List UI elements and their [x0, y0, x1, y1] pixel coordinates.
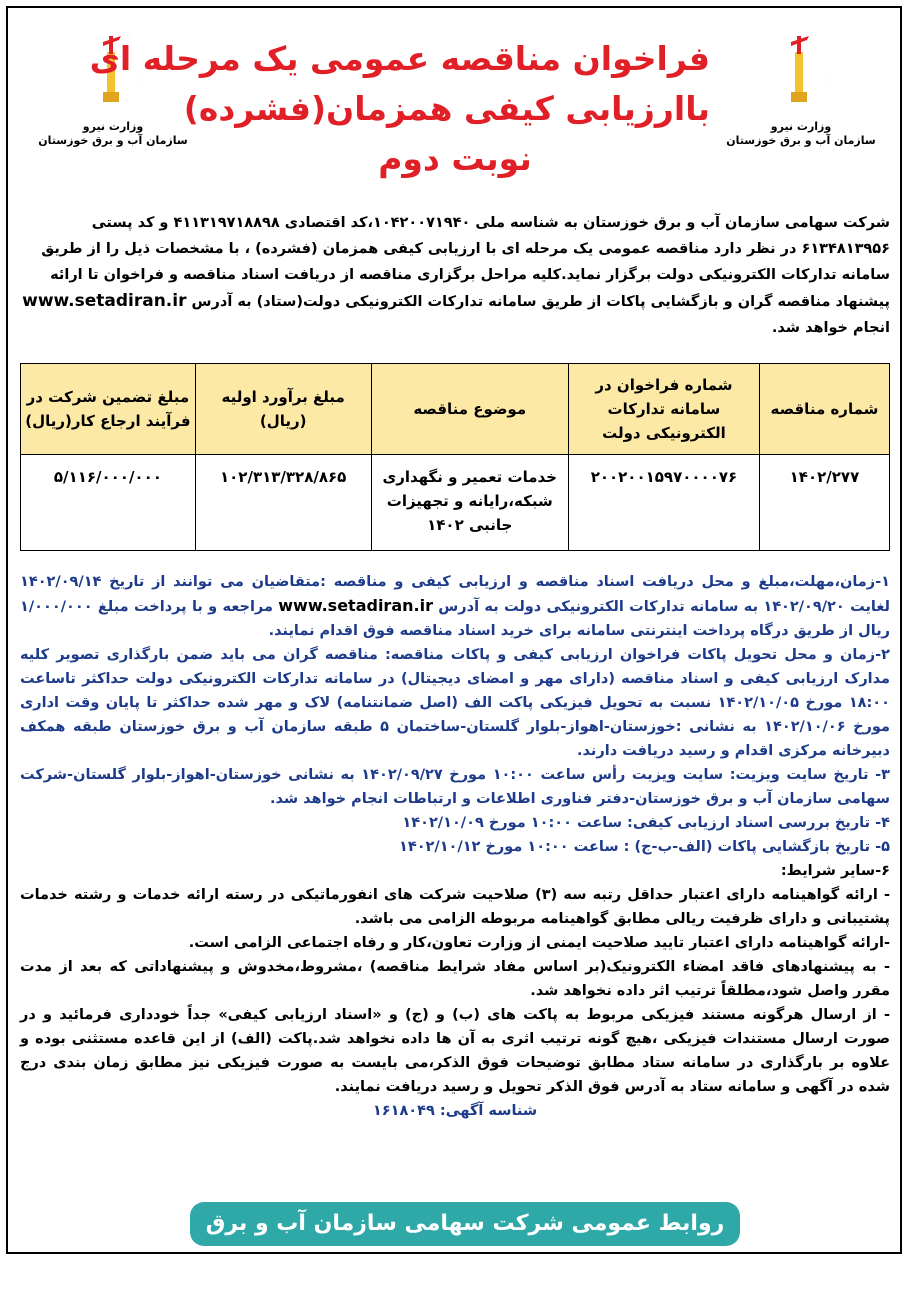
logo-right: [726, 22, 876, 148]
cell-call-number: ۲۰۰۲۰۰۱۵۹۷۰۰۰۰۷۶: [568, 455, 759, 551]
title-line-1: فراخوان مناقصه عمومی یک مرحله ای: [89, 39, 710, 78]
ministry-logo-icon: [761, 22, 841, 118]
section-1-line-b: ۱۴۰۲/۰۹/۲۰ به سامانه تدارکات الکترونیکی دولت به آدرس: [438, 599, 845, 615]
section-6-item-4: - از ارسال هرگونه مستند فیزیکی مربوط به پاکت های (ب) و (ج) و «اسناد ارزیابی کیفی» جداً خودداری فرمائید و در صورت ارسال مستندات فیزیکی ،هیچ گونه ترتیب اثری به آن ها داده نخواهد شد.پاکت (الف) از این قاعده مستثنی بوده و علاوه بر بارگذاری در سامانه ستاد مطابق توضیحات فوق الذکر،می بایست به صورت فیزیکی نیز مطابق زمان بندی درج شده در آگهی و سامانه ستاد به آدرس فوق الذکر تحویل و رسید دریافت نمایند.: [20, 1007, 890, 1095]
header-guarantee: مبلغ تضمین شرکت در فرآیند ارجاع کار(ریال): [21, 364, 196, 455]
section-6-item-3: - به پیشنهادهای فاقد امضاء الکترونیک(بر اساس مفاد شرایط مناقصه) ،مشروط،مخدوش و پیشنهاداتی که بعد از مدت مقرر واصل شود،مطلقاً ترتیب اثر داده نخواهد شد.: [20, 959, 890, 999]
logo-right-line1: وزارت نیرو: [770, 120, 832, 133]
cell-guarantee: ۵/۱۱۶/۰۰۰/۰۰۰: [21, 455, 196, 551]
cell-subject: خدمات تعمیر و نگهداری شبکه،رایانه و تجهیزات جانبی ۱۴۰۲: [371, 455, 568, 551]
intro-paragraph: [20, 210, 890, 341]
section-6-item-2: -ارائه گواهینامه دارای اعتبار تایید صلاحیت ایمنی از وزارت تعاون،کار و رفاه اجتماعی الزامی است.: [188, 935, 890, 951]
section-6-item-1: - ارائه گواهینامه دارای اعتبار حداقل رتبه سه (۳) صلاحیت شرکت های انفورماتیکی در رسته ارائه خدمات و رشته خدمات پشتیبانی و دارای ظرفیت ریالی مطابق گواهینامه مربوطه الزامی می باشد.: [20, 887, 890, 927]
section-1-line-d: ریال از طریق درگاه پرداخت اینترنتی سامانه برای خرید اسناد مناقصه فوق اقدام نمایند.: [268, 623, 890, 639]
logo-right-line2: سازمان آب و برق خوزستان: [726, 134, 876, 147]
logo-left-line1: وزارت نیرو: [82, 120, 144, 133]
intro-line-5: انجام خواهد شد.: [771, 320, 890, 336]
logo-left-line2: سازمان آب و برق خوزستان: [38, 134, 188, 147]
cell-tender-number: ۱۴۰۲/۲۷۷: [759, 455, 889, 551]
public-relations-banner: روابط عمومی شرکت سهامی سازمان آب و برق خوزستان: [190, 1202, 740, 1246]
table-header-row: [21, 364, 890, 455]
section-6-title: ۶-سایر شرایط:: [780, 863, 890, 879]
section-1-url-link[interactable]: www.setadiran.ir: [278, 596, 433, 615]
title-line-2: باارزیابی کیفی همزمان(فشرده): [183, 89, 710, 128]
section-1: [20, 570, 890, 643]
section-1-line-c: مراجعه و با پرداخت مبلغ ۱/۰۰۰/۰۰۰: [20, 599, 273, 615]
notice-id: شناسه آگهی: ۱۶۱۸۰۴۹: [372, 1103, 538, 1119]
header-tender-number: شماره مناقصه: [759, 364, 889, 455]
section-3: ۳- تاریخ سایت ویزیت: سایت ویزیت رأس ساعت ۱۰:۰۰ مورخ ۱۴۰۲/۰۹/۲۷ به نشانی خوزستان-اهواز-بلوار گلستان-شرکت سهامی سازمان آب و برق خوزستان-دفتر فناوری اطلاعات و ارتباطات انجام خواهد شد.: [20, 767, 890, 807]
cell-estimate: ۱۰۲/۳۱۳/۳۲۸/۸۶۵: [195, 455, 371, 551]
header-estimate: مبلغ برآورد اولیه (ریال): [195, 364, 371, 455]
header-call-number: شماره فراخوان در سامانه تدارکات الکترونیکی دولت: [568, 364, 759, 455]
tender-table: [20, 363, 890, 551]
intro-line-1: شرکت سهامی سازمان آب و برق خوزستان به شناسه ملی ۱۰۴۲۰۰۷۱۹۴۰،کد اقتصادی ۴۱۱۳۱۹۷۱۸۸۹۸ و کد پستی: [91, 215, 890, 231]
intro-line-3: سامانه تدارکات الکترونیکی دولت برگزار نماید.کلیه مراحل برگزاری مناقصه از دریافت اسناد مناقصه و فراخوان تا ارائه: [50, 267, 890, 283]
title-line-3: نوبت دوم: [378, 139, 532, 178]
table-row: [21, 455, 890, 551]
intro-url-link[interactable]: www.setadiran.ir: [22, 291, 187, 311]
section-1-line-a: ۱-زمان،مهلت،مبلغ و محل دریافت اسناد مناقصه و ارزیابی کیفی و مناقصه :متقاضیان می توانند از تاریخ ۱۴۰۲/۰۹/۱۴ لغایت: [20, 574, 890, 615]
section-4: ۴- تاریخ بررسی اسناد ارزیابی کیفی: ساعت ۱۰:۰۰ مورخ ۱۴۰۲/۱۰/۰۹: [402, 815, 890, 831]
intro-line-2: ۶۱۳۴۸۱۳۹۵۶ در نظر دارد مناقصه عمومی یک مرحله ای با ارزیابی کیفی همزمان (فشرده) ، با مشخصات ذیل را از طریق: [41, 241, 890, 257]
header-subject: موضوع مناقصه: [371, 364, 568, 455]
section-2: ۲-زمان و محل تحویل پاکات فراخوان ارزیابی کیفی و پاکات مناقصه: مناقصه گران می باید ضمن بارگذاری تصویر کلیه مدارک ارزیابی کیفی و اسناد مناقصه (دارای مهر و امضای دیجیتال) در سامانه تدارکات الکترونیکی دولت حداکثر تاساعت ۱۸:۰۰ مورخ ۱۴۰۲/۱۰/۰۵ نسبت به تحویل فیزیکی پاکت الف (اصل ضمانتنامه) لاک و مهر شده حداکثر تا پایان وقت اداری مورخ ۱۴۰۲/۱۰/۰۶ به نشانی :خوزستان-اهواز-بلوار گلستان-ساختمان ۵ طبقه سازمان آب و برق خوزستان طبقه همکف دبیرخانه مرکزی اقدام و رسید دریافت دارند.: [20, 647, 891, 759]
conditions-section: [20, 570, 890, 1123]
intro-line-4-text: پیشنهاد مناقصه گران و بازگشایی پاکات از طریق سامانه تدارکات الکترونیکی دولت(ستاد) به آدرس: [191, 294, 890, 310]
section-5: ۵- تاریخ بازگشایی پاکات (الف-ب-ج) : ساعت ۱۰:۰۰ مورخ ۱۴۰۲/۱۰/۱۲: [399, 839, 890, 855]
intro-line-4: [20, 288, 890, 315]
